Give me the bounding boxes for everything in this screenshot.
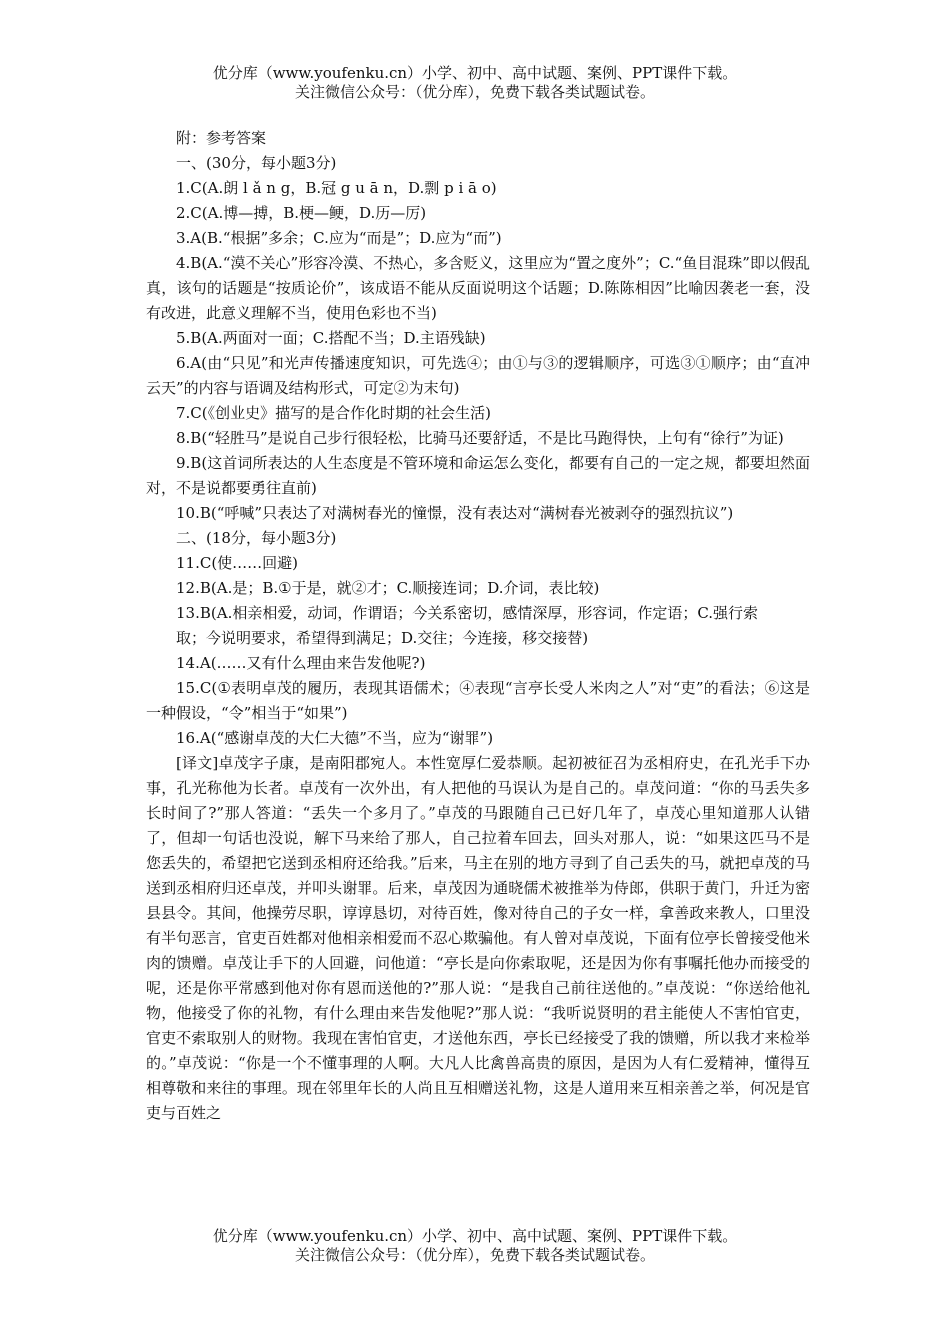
answer-item-10: 10.B(“呼喊”只表达了对满树春光的憧憬，没有表达对“满树春光被剥夺的强烈抗议”): [176, 504, 734, 522]
header-line-wechat: 关注微信公众号：（优分库），免费下载各类试题试卷。: [294, 83, 655, 101]
answer-item-13: 13.B(A.相亲相爱，动词，作谓语；今关系密切，感情深厚，形容词，作定语；C.强行索: [176, 604, 759, 622]
answer-title: 附：参考答案: [176, 129, 267, 147]
answer-item-12: 12.B(A.是；B.①于是，就②才；C.顺接连词；D.介词，表比较): [176, 579, 600, 597]
answer-item-13-continued: 取；今说明要求，希望得到满足；D.交往；今连接，移交接替): [176, 629, 589, 647]
footer-line-site: 优分库（www.youfenku.cn）小学、初中、高中试题、案例、PPT课件下载。: [212, 1227, 738, 1245]
answer-item-4: 4.B(A.“漠不关心”形容冷漠、不热心，多含贬义，这里应为“置之度外”；C.“鱼目混珠”即以假乱真，该句的话题是“按质论价”，该成语不能从反面说明这个话题；D.陈陈相因”比喻因袭老一套，没有改进，此意义理解不当，使用色彩也不当): [146, 254, 810, 322]
answer-item-3: 3.A(B.“根据”多余；C.应为“而是”；D.应为“而”): [176, 229, 502, 247]
answer-item-7: 7.C(《创业史》描写的是合作化时期的社会生活): [176, 404, 491, 422]
page-header: [0, 64, 950, 102]
translation-paragraph: [译文]卓茂字子康，是南阳郡宛人。本性宽厚仁爱恭顺。起初被征召为丞相府史，在孔光手下办事，孔光称他为长者。卓茂有一次外出，有人把他的马误认为是自己的。卓茂问道：“你的马丢失多长时间了?”那人答道：“丢失一个多月了。”卓茂的马跟随自己已好几年了，卓茂心里知道那人认错了，但却一句话也没说，解下马来给了那人，自己拉着车回去，回头对那人，说：“如果这匹马不是您丢失的，希望把它送到丞相府还给我。”后来，马主在别的地方寻到了自己丢失的马，就把卓茂的马送到丞相府归还卓茂，并叩头谢罪。后来，卓茂因为通晓儒术被推举为侍郎，供职于黄门，升迁为密县县令。其间，他操劳尽职，谆谆恳切，对待百姓，像对待自己的子女一样，拿善政来教人，口里没有半句恶言，官吏百姓都对他相亲相爱而不忍心欺骗他。有人曾对卓茂说，下面有位亭长曾接受他米肉的馈赠。卓茂让手下的人回避，问他道：“亭长是向你索取呢，还是因为你有事嘱托他办而接受的呢，还是你平常感到他对你有恩而送他的?”那人说：“是我自己前往送他的。”卓茂说：“你送给他礼物，他接受了你的礼物，有什么理由来告发他呢?”那人说：“我听说贤明的君主能使人不害怕官吏，官吏不索取别人的财物。我现在害怕官吏，才送他东西，亭长已经接受了我的馈赠，所以我才来检举的。”卓茂说：“你是一个不懂事理的人啊。大凡人比禽兽高贵的原因，是因为人有仁爱精神，懂得互相尊敬和来往的事理。现在邻里年长的人尚且互相赠送礼物，这是人道用来互相亲善之举，何况是官吏与百姓之: [146, 754, 810, 1122]
answer-item-1: 1.C(A.朗 l ǎ n g，B.冠 g u ā n，D.剽 p i ā o): [176, 179, 497, 197]
answer-item-15: 15.C(①表明卓茂的履历，表现其语儒术；④表现“言亭长受人米肉之人”对“吏”的看法；⑥这是一种假设，“令”相当于“如果”): [146, 679, 810, 722]
answer-item-6: 6.A(由“只见”和光声传播速度知识，可先选④；由①与③的逻辑顺序，可选③①顺序；由“直冲云天”的内容与语调及结构形式，可定②为末句): [146, 354, 810, 397]
answer-item-14: 14.A(……又有什么理由来告发他呢?): [176, 654, 426, 672]
answer-item-5: 5.B(A.两面对一面；C.搭配不当；D.主语残缺): [176, 329, 486, 347]
answer-content: [146, 126, 810, 1126]
answer-item-8: 8.B(“轻胜马”是说自己步行很轻松，比骑马还要舒适，不是比马跑得快，上句有“徐行”为证): [176, 429, 784, 447]
answer-item-9: 9.B(这首词所表达的人生态度是不管环境和命运怎么变化，都要有自己的一定之规，都要坦然面对，不是说都要勇往直前): [146, 454, 810, 497]
answer-item-11: 11.C(使……回避): [176, 554, 299, 572]
footer-line-wechat: 关注微信公众号：（优分库），免费下载各类试题试卷。: [294, 1246, 655, 1264]
section-heading-1: 一、(30分，每小题3分): [176, 154, 337, 172]
page-footer: [0, 1227, 950, 1265]
header-line-site: 优分库（www.youfenku.cn）小学、初中、高中试题、案例、PPT课件下载。: [212, 64, 738, 82]
answer-item-16: 16.A(“感谢卓茂的大仁大德”不当，应为“谢罪”): [176, 729, 494, 747]
section-heading-2: 二、(18分，每小题3分): [176, 529, 337, 547]
answer-item-2: 2.C(A.博—搏，B.梗—鲠，D.历—厉): [176, 204, 427, 222]
